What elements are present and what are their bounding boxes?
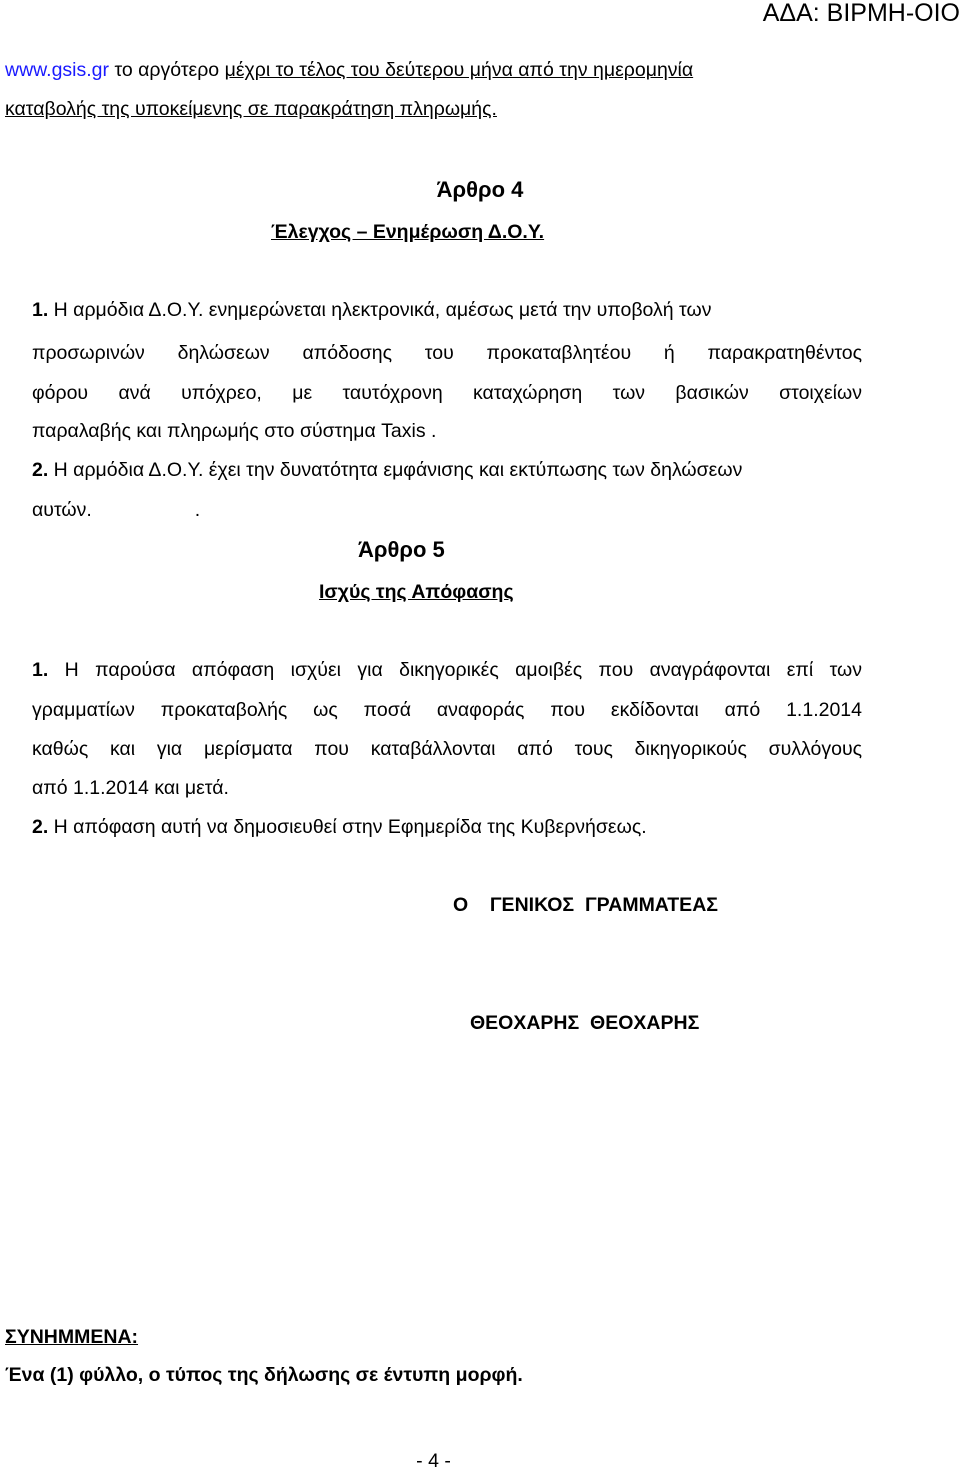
article4-title: Άρθρο 4 xyxy=(436,177,524,202)
gsis-link[interactable]: www.gsis.gr xyxy=(5,59,110,81)
paragraph-number: 2. xyxy=(32,816,49,838)
article5-paragraph-1-line-4: από 1.1.2014 και μετά. xyxy=(32,777,229,799)
attachments-text: Ένα (1) φύλλο, ο τύπος της δήλωσης σε έντυπη μορφή. xyxy=(5,1364,523,1386)
paragraph-number: 1. xyxy=(32,659,49,681)
article4-paragraph-1-line-2: προσωρινών δηλώσεων απόδοσης του προκαταβλητέου ή παρακρατηθέντος xyxy=(32,342,862,364)
article4-paragraph-1-line-4: παραλαβής και πληρωμής στο σύστημα Taxis . xyxy=(32,420,437,442)
article4-paragraph-1-line-3: φόρου ανά υπόχρεο, με ταυτόχρονη καταχώρηση των βασικών στοιχείων xyxy=(32,382,862,404)
article4-paragraph-2-line-1: 2. Η αρμόδια Δ.Ο.Υ. έχει την δυνατότητα εμφάνισης και εκτύπωσης των δηλώσεων xyxy=(32,459,743,481)
article5-title: Άρθρο 5 xyxy=(358,537,445,562)
signature-role: Ο ΓΕΝΙΚΟΣ ΓΡΑΜΜΑΤΕΑΣ xyxy=(453,894,718,916)
intro-underlined-2: καταβολής της υποκείμενης σε παρακράτηση πληρωμής. xyxy=(5,98,497,120)
article5-paragraph-2: 2. Η απόφαση αυτή να δημοσιευθεί στην Εφημερίδα της Κυβερνήσεως. xyxy=(32,816,647,838)
article4-paragraph-1-line-1: 1. Η αρμόδια Δ.Ο.Υ. ενημερώνεται ηλεκτρονικά, αμέσως μετά την υποβολή των xyxy=(32,299,712,321)
paragraph-number: 2. xyxy=(32,459,49,481)
paragraph-number: 1. xyxy=(32,299,49,321)
page-number: - 4 - xyxy=(416,1450,451,1472)
intro-line-1 xyxy=(5,58,693,82)
ada-header: ΑΔΑ: ΒΙΡΜΗ-ΟΙΟ xyxy=(762,0,960,27)
article5-paragraph-1-line-1: 1. Η παρούσα απόφαση ισχύει για δικηγορικές αμοιβές που αναγράφονται επί των xyxy=(32,659,862,681)
signature-name: ΘΕΟΧΑΡΗΣ ΘΕΟΧΑΡΗΣ xyxy=(470,1012,700,1034)
article4-paragraph-2-line-2: αυτών. . xyxy=(32,499,201,521)
intro-underlined-1: μέχρι το τέλος του δεύτερου μήνα από την ημερομηνία xyxy=(224,59,694,81)
article5-paragraph-1-line-2: γραμματίων προκαταβολής ως ποσά αναφοράς που εκδίδονται από 1.1.2014 xyxy=(32,699,862,721)
article5-paragraph-1-line-3: καθώς και για μερίσματα που καταβάλλονται από τους δικηγορικούς συλλόγους xyxy=(32,738,862,760)
article4-subtitle: Έλεγχος – Ενημέρωση Δ.Ο.Υ. xyxy=(271,221,545,243)
article5-subtitle: Ισχύς της Απόφασης xyxy=(319,581,514,603)
intro-text: το αργότερο xyxy=(109,59,225,81)
attachments-heading: ΣΥΝΗΜΜΕΝΑ: xyxy=(5,1326,139,1348)
